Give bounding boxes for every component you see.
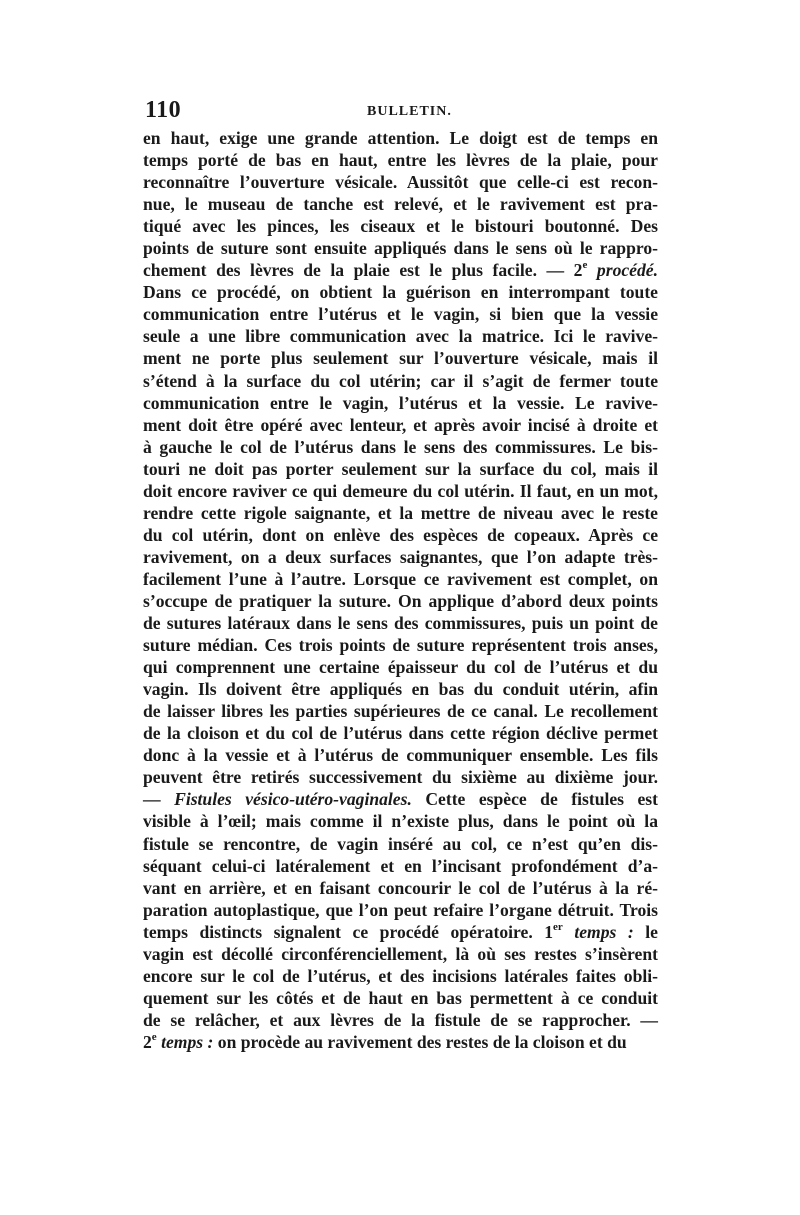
text-segment: en haut, exige une grande attention. Le doigt est de temps en — [143, 128, 658, 148]
text-line — [143, 259, 658, 281]
text-segment: tiqué avec les pinces, les ciseaux et le bistouri boutonné. Des — [143, 216, 658, 237]
text-line — [143, 568, 658, 590]
text-line — [143, 171, 658, 193]
text-line — [143, 347, 658, 369]
text-segment: communication entre l’utérus et le vagin, si bien que la vessie — [143, 304, 658, 325]
text-segment: ravivement, on a deux surfaces saignantes, que l’on adapte très- — [143, 546, 658, 567]
running-head — [143, 95, 658, 127]
text-line — [143, 303, 658, 325]
text-segment: ment doit être opéré avec lenteur, et après avoir incisé à droite et — [143, 414, 658, 435]
text-line — [143, 965, 658, 987]
text-line — [143, 833, 658, 855]
text-segment: de laisser libres les parties supérieures de ce canal. Le recollement — [143, 701, 658, 722]
text-segment: — — [143, 789, 175, 810]
text-line — [143, 281, 658, 303]
text-segment: s’occupe de pratiquer la suture. On applique d’abord deux points — [143, 590, 658, 611]
italic-text: temps : — [574, 921, 634, 942]
text-line — [143, 193, 658, 215]
text-line — [143, 987, 658, 1009]
text-segment: vagin est décollé circonférenciellement, là où ses restes s’insèrent — [143, 943, 658, 964]
superscript: e — [582, 259, 588, 272]
text-line — [143, 612, 658, 634]
text-line — [143, 744, 658, 766]
text-segment: nue, le museau de tanche est relevé, et le ravivement est pra- — [143, 194, 658, 215]
text-segment — [587, 260, 597, 280]
text-segment: on procède au ravivement des restes de la cloison et du — [213, 1031, 627, 1052]
text-line — [143, 877, 658, 899]
book-page — [143, 95, 658, 1053]
text-line — [143, 458, 658, 480]
text-segment: temps porté de bas en haut, entre les lèvres de la plaie, pour — [143, 150, 658, 171]
text-line — [143, 392, 658, 414]
text-segment: s’étend à la surface du col utérin; car il s’agit de fermer toute — [143, 370, 658, 391]
text-segment: communication entre le vagin, l’utérus et la vessie. Le ravive- — [143, 392, 658, 413]
text-segment: fistule se rencontre, de vagin inséré au col, ce n’est qu’en dis- — [143, 833, 658, 854]
text-segment: points de suture sont ensuite appliqués dans le sens où le rappro- — [143, 238, 658, 259]
text-segment: donc à la vessie et à l’utérus de communiquer ensemble. Les fils — [143, 745, 658, 766]
text-line — [143, 810, 658, 832]
text-segment: Dans ce procédé, on obtient la guérison en interrompant toute — [143, 282, 658, 303]
text-segment: chement des lèvres de la plaie est le plus facile. — 2 — [143, 260, 583, 281]
text-line — [143, 436, 658, 458]
superscript: e — [151, 1031, 157, 1044]
text-segment: reconnaître l’ouverture vésicale. Aussitôt que celle-ci est recon- — [143, 172, 658, 193]
text-line — [143, 634, 658, 656]
text-segment: vant en arrière, et en faisant concourir le col de l’utérus à la ré- — [143, 877, 658, 898]
text-line — [143, 899, 658, 921]
text-line — [143, 766, 658, 788]
italic-text: Fistules vésico-utéro-vaginales. — [174, 789, 412, 810]
text-line — [143, 590, 658, 612]
text-segment: facilement l’une à l’autre. Lorsque ce ravivement est complet, on — [143, 568, 658, 589]
text-segment: touri ne doit pas porter seulement sur la surface du col, mais il — [143, 458, 658, 479]
text-segment: de se relâcher, et aux lèvres de la fistule de se rapprocher. — — [143, 1009, 658, 1030]
text-line — [143, 1031, 658, 1053]
text-segment: ment ne porte plus seulement sur l’ouverture vésicale, mais il — [143, 348, 658, 369]
text-segment: encore sur le col de l’utérus, et des incisions latérales faites obli- — [143, 965, 658, 986]
text-line — [143, 788, 658, 810]
text-segment: Cette espèce de fistules est — [411, 789, 659, 810]
text-line — [143, 480, 658, 502]
text-segment: vagin. Ils doivent être appliqués en bas du conduit utérin, afin — [143, 679, 658, 700]
text-line — [143, 943, 658, 965]
text-segment: séquant celui-ci latéralement et en l’incisant profondément d’a- — [143, 855, 658, 876]
page-number: 110 — [145, 97, 182, 123]
text-line — [143, 1009, 658, 1031]
text-line — [143, 370, 658, 392]
text-line — [143, 149, 658, 171]
text-segment: doit encore raviver ce qui demeure du col utérin. Il faut, en un mot, — [143, 480, 658, 501]
text-segment: à gauche le col de l’utérus dans le sens des commissures. Le bis- — [143, 436, 658, 457]
running-title: BULLETIN. — [367, 104, 452, 119]
text-segment: du col utérin, dont on enlève des espèces de copeaux. Après ce — [143, 524, 658, 545]
text-line — [143, 546, 658, 568]
body-text — [143, 127, 658, 1053]
text-segment: temps distincts signalent ce procédé opératoire. 1 — [143, 921, 554, 942]
text-segment: 2 — [143, 1031, 152, 1052]
text-line — [143, 855, 658, 877]
text-line — [143, 524, 658, 546]
text-segment: de sutures latéraux dans le sens des commissures, puis un point de — [143, 613, 658, 634]
text-line — [143, 921, 658, 943]
text-segment: de la cloison et du col de l’utérus dans cette région déclive permet — [143, 723, 658, 744]
text-segment: quement sur les côtés et de haut en bas permettent à ce conduit — [143, 987, 658, 1008]
text-segment — [563, 922, 575, 942]
text-segment: paration autoplastique, que l’on peut refaire l’organe détruit. Trois — [143, 899, 658, 920]
text-segment: suture médian. Ces trois points de suture représentent trois anses, — [143, 635, 658, 656]
text-line — [143, 237, 658, 259]
text-segment: peuvent être retirés successivement du sixième au dixième jour. — [143, 767, 658, 788]
superscript: er — [553, 920, 563, 933]
italic-text: temps : — [161, 1031, 214, 1052]
text-line — [143, 215, 658, 237]
text-segment: seule a une libre communication avec la matrice. Ici le ravive- — [143, 326, 658, 347]
text-line — [143, 678, 658, 700]
text-segment: le — [633, 921, 658, 942]
text-line — [143, 502, 658, 524]
text-line — [143, 127, 658, 149]
text-segment: qui comprennent une certaine épaisseur du col de l’utérus et du — [143, 657, 658, 678]
text-segment: visible à l’œil; mais comme il n’existe plus, dans le point où la — [143, 811, 658, 832]
text-line — [143, 656, 658, 678]
text-segment: rendre cette rigole saignante, et la mettre de niveau avec le reste — [143, 502, 658, 523]
text-line — [143, 700, 658, 722]
text-line — [143, 414, 658, 436]
text-line — [143, 325, 658, 347]
text-line — [143, 722, 658, 744]
italic-text: procédé. — [596, 260, 658, 281]
